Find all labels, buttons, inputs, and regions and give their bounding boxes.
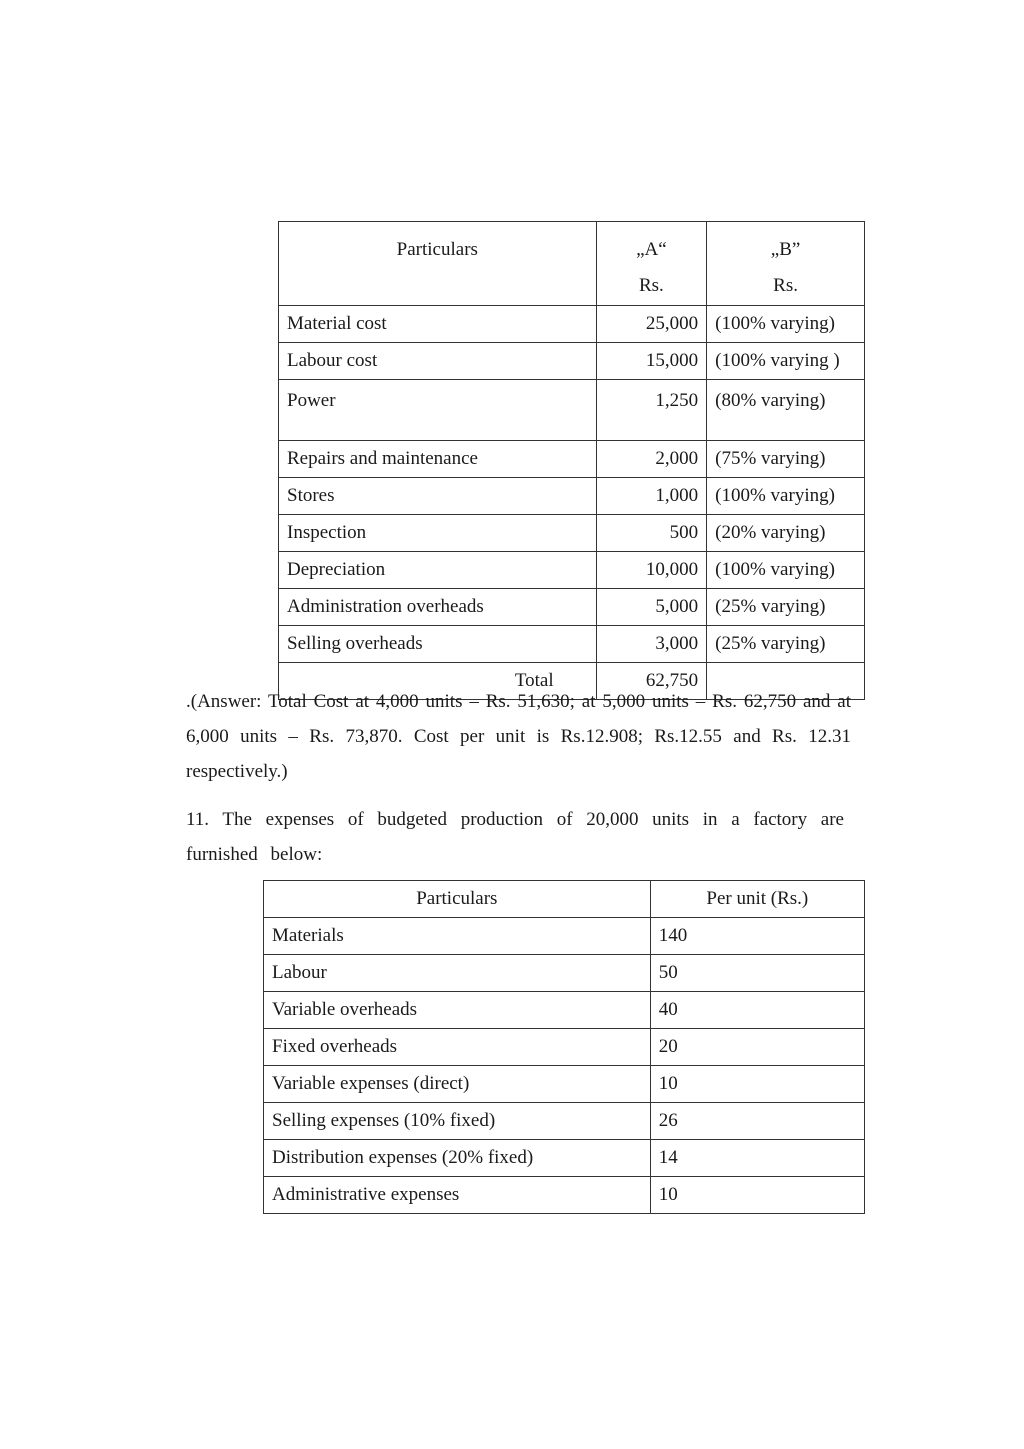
per-unit-cell: 140 [650, 918, 864, 955]
variability-cell: (100% varying) [707, 552, 865, 589]
table-row [279, 380, 865, 441]
amount-cell: 2,000 [596, 441, 707, 478]
table-row [264, 1140, 865, 1177]
particular-cell: Administrative expenses [264, 1177, 651, 1214]
table-row [264, 1029, 865, 1066]
amount-cell: 25,000 [596, 306, 707, 343]
expenses-table [263, 880, 865, 1214]
table-row [279, 589, 865, 626]
particular-cell: Selling overheads [279, 626, 597, 663]
particular-cell: Repairs and maintenance [279, 441, 597, 478]
table-row [264, 955, 865, 992]
expenses-table-header [264, 881, 865, 918]
variability-cell: (100% varying) [707, 478, 865, 515]
particular-cell: Labour cost [279, 343, 597, 380]
header-a-unit: Rs. [638, 275, 664, 296]
variability-cell: (80% varying) [707, 380, 865, 441]
header-b-unit: Rs. [773, 275, 798, 296]
particular-cell: Variable expenses (direct) [264, 1066, 651, 1103]
table-row [279, 552, 865, 589]
particular-cell: Selling expenses (10% fixed) [264, 1103, 651, 1140]
header-per-unit: Per unit (Rs.) [650, 881, 864, 918]
total-amount: 62,750 [596, 663, 707, 700]
table-row [264, 1066, 865, 1103]
table-row [264, 918, 865, 955]
particular-cell: Depreciation [279, 552, 597, 589]
per-unit-cell: 26 [650, 1103, 864, 1140]
amount-cell: 10,000 [596, 552, 707, 589]
particular-cell: Fixed overheads [264, 1029, 651, 1066]
variability-cell: (20% varying) [707, 515, 865, 552]
particular-cell: Stores [279, 478, 597, 515]
particular-cell: Material cost [279, 306, 597, 343]
variability-cell: (100% varying) [707, 306, 865, 343]
question-paragraph: 11. The expenses of budgeted production of 20,000 units in a factory are furnished below: [186, 809, 844, 865]
particular-cell: Variable overheads [264, 992, 651, 1029]
header-particulars: Particulars [264, 881, 651, 918]
table-row [264, 1103, 865, 1140]
cost-table-header [279, 222, 865, 306]
variability-cell: (100% varying ) [707, 343, 865, 380]
per-unit-cell: 10 [650, 1177, 864, 1214]
particular-cell: Inspection [279, 515, 597, 552]
per-unit-cell: 20 [650, 1029, 864, 1066]
table-row [279, 343, 865, 380]
amount-cell: 1,250 [596, 380, 707, 441]
header-b-label: „B” [770, 239, 801, 260]
table-row [264, 992, 865, 1029]
particular-cell: Labour [264, 955, 651, 992]
amount-cell: 5,000 [596, 589, 707, 626]
per-unit-cell: 10 [650, 1066, 864, 1103]
total-label: Total [279, 663, 597, 700]
answer-paragraph: .(Answer: Total Cost at 4,000 units – Rs. 51,630; at 5,000 units – Rs. 62,750 and at 6,000 units – Rs. 73,870. Cost per unit is Rs.12.908; Rs.12.55 and Rs. 12.31 respectively.) [186, 691, 851, 782]
header-particulars: Particulars [279, 222, 597, 306]
per-unit-cell: 50 [650, 955, 864, 992]
table-row [279, 306, 865, 343]
table-row [279, 515, 865, 552]
amount-cell: 1,000 [596, 478, 707, 515]
particular-cell: Power [279, 380, 597, 441]
table-row [279, 626, 865, 663]
variability-cell: (25% varying) [707, 626, 865, 663]
cost-table [278, 221, 865, 700]
particular-cell: Materials [264, 918, 651, 955]
table-row [264, 1177, 865, 1214]
per-unit-cell: 40 [650, 992, 864, 1029]
header-a [596, 222, 707, 306]
table-row [279, 441, 865, 478]
amount-cell: 3,000 [596, 626, 707, 663]
header-a-label: „A“ [636, 239, 667, 260]
variability-cell: (25% varying) [707, 589, 865, 626]
particular-cell: Distribution expenses (20% fixed) [264, 1140, 651, 1177]
amount-cell: 15,000 [596, 343, 707, 380]
header-b [707, 222, 865, 306]
table-row [279, 478, 865, 515]
per-unit-cell: 14 [650, 1140, 864, 1177]
variability-cell: (75% varying) [707, 441, 865, 478]
amount-cell: 500 [596, 515, 707, 552]
particular-cell: Administration overheads [279, 589, 597, 626]
